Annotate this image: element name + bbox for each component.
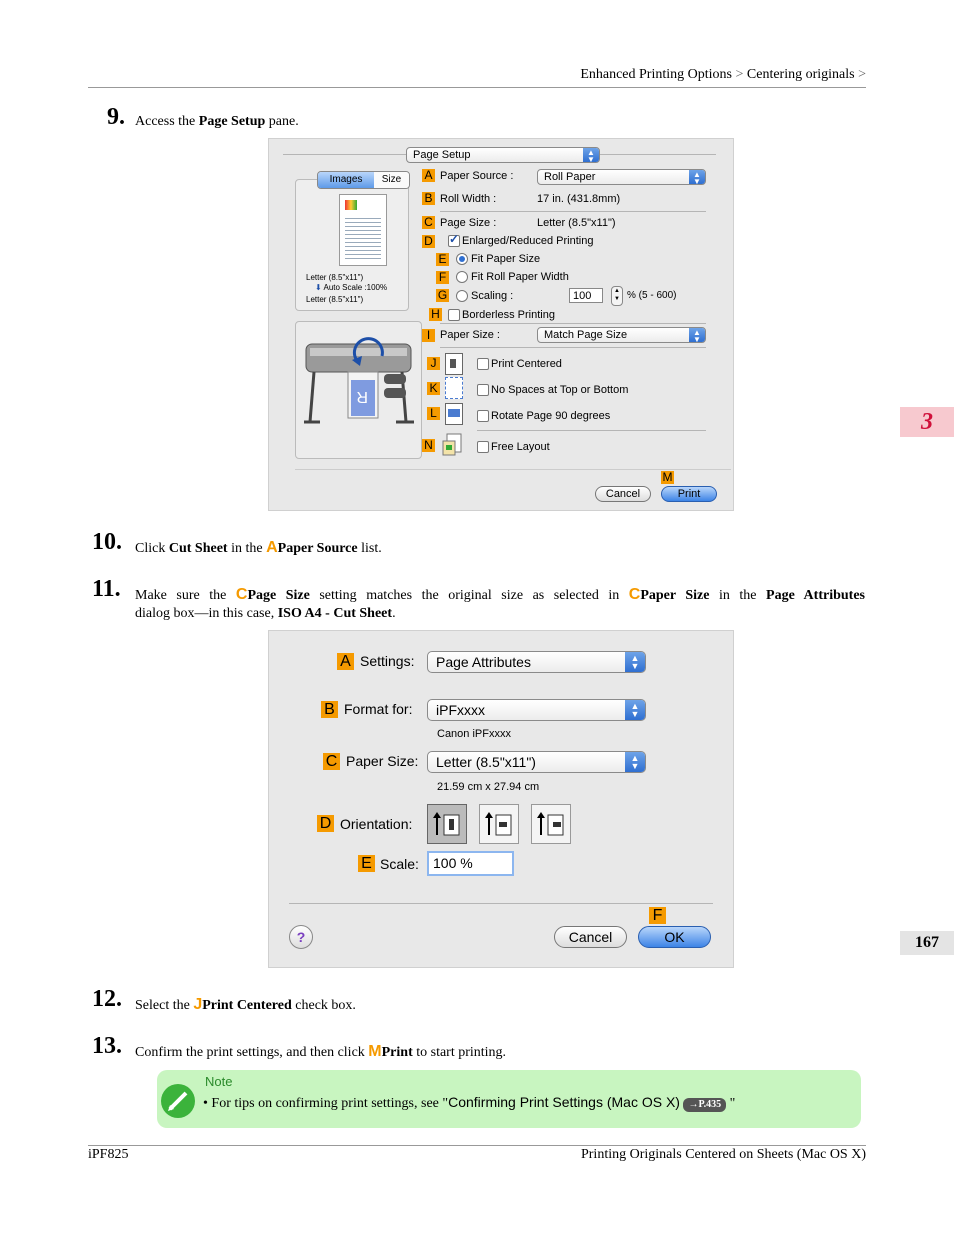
text: in the <box>709 588 767 603</box>
settings-label: Settings: <box>360 653 415 669</box>
rotate-page-label: Rotate Page 90 degrees <box>491 410 611 422</box>
paper-size-label: Paper Size : <box>440 329 500 341</box>
borderless-printing-label: Borderless Printing <box>462 309 555 321</box>
tab-size[interactable]: Size <box>374 172 409 188</box>
label-d: D <box>317 815 334 832</box>
format-for-sub: Canon iPFxxxx <box>437 728 511 740</box>
page-size-value: Letter (8.5"x11") <box>537 217 616 229</box>
format-for-popup[interactable]: iPFxxxx ▲ ▼ <box>427 699 646 721</box>
scaling-label: Scaling : <box>471 290 514 302</box>
text: For tips on confirming print settings, see " <box>211 1096 449 1111</box>
emphasis: Print Centered <box>202 998 292 1013</box>
label-g: G <box>437 288 448 302</box>
label-h: H <box>429 308 442 321</box>
label-b: B <box>422 192 435 205</box>
paper-size-popup[interactable]: Match Page Size ▲ ▼ <box>537 327 706 343</box>
step-text <box>135 1042 506 1062</box>
cancel-button[interactable]: Cancel <box>595 486 651 502</box>
label-letter: J <box>193 996 203 1013</box>
scale-input[interactable]: 100 % <box>427 851 514 876</box>
header-rule <box>88 87 866 88</box>
text: list. <box>357 541 382 556</box>
enlarged-reduced-label: Enlarged/Reduced Printing <box>462 235 594 247</box>
footer-rule <box>88 1145 866 1146</box>
page-reference-link[interactable]: →P.435 <box>683 1098 726 1112</box>
popup-arrows-icon: ▲ ▼ <box>625 700 645 720</box>
breadcrumb-item[interactable]: Enhanced Printing Options <box>580 67 732 82</box>
note-text <box>203 1094 735 1112</box>
popup-arrows-icon: ▲ ▼ <box>689 328 705 342</box>
text: Access the <box>135 114 199 129</box>
step-number: 12. <box>92 986 122 1012</box>
label-n: N <box>422 439 435 452</box>
fit-paper-size-label: Fit Paper Size <box>471 253 541 265</box>
label-letter: M <box>368 1043 382 1060</box>
svg-text:R: R <box>356 388 368 405</box>
fit-roll-paper-width-radio[interactable] <box>456 271 468 283</box>
footer-title: Printing Originals Centered on Sheets (Mac OS X) <box>580 1147 866 1162</box>
roll-width-label: Roll Width : <box>440 193 497 205</box>
format-for-label: Format for: <box>344 701 413 717</box>
text: to start printing. <box>412 1045 507 1060</box>
label-a: A <box>337 653 354 670</box>
chapter-tab[interactable]: 3 <box>900 407 954 437</box>
note-title: Note <box>205 1074 233 1089</box>
step-number: 13. <box>92 1033 122 1059</box>
popup-arrows-icon: ▲ ▼ <box>583 148 599 162</box>
paper-size-popup[interactable]: Letter (8.5"x11") ▲ ▼ <box>427 751 646 773</box>
emphasis: Page Setup <box>198 114 266 129</box>
orientation-label: Orientation: <box>340 816 413 832</box>
pane-popup[interactable]: Page Setup ▲ ▼ <box>406 147 600 163</box>
emphasis: Page Attributes <box>766 588 865 603</box>
text: in the <box>227 541 267 556</box>
fit-paper-size-radio[interactable] <box>456 253 468 265</box>
label-l: L <box>427 407 440 420</box>
no-spaces-label: No Spaces at Top or Bottom <box>491 384 629 396</box>
print-centered-icon <box>445 353 463 375</box>
label-b: B <box>321 701 338 718</box>
page-setup-screenshot <box>268 138 734 511</box>
scaling-radio[interactable] <box>456 290 468 302</box>
emphasis: Paper Size <box>640 588 710 603</box>
borderless-printing-checkbox[interactable] <box>448 309 460 321</box>
emphasis: Page Size <box>247 588 310 603</box>
scale-label: Scale: <box>380 856 419 872</box>
print-centered-label: Print Centered <box>491 358 562 370</box>
preview-caption: ⬇ Auto Scale :100% <box>315 283 388 292</box>
emphasis: Print <box>381 1045 413 1060</box>
preview-caption: Letter (8.5"x11") <box>306 295 364 304</box>
breadcrumb-item[interactable]: Centering originals <box>746 67 855 82</box>
label-a: A <box>422 169 435 182</box>
text: dialog box—in this case, <box>135 606 278 621</box>
label-letter: C <box>628 586 641 603</box>
emphasis: Cut Sheet <box>168 541 228 556</box>
cancel-button[interactable]: Cancel <box>554 926 627 948</box>
orientation-landscape-button[interactable] <box>479 804 519 844</box>
preview-caption: Letter (8.5"x11") <box>306 273 364 282</box>
scaling-stepper[interactable]: ▲ ▼ <box>611 286 623 306</box>
label-j: J <box>427 357 440 370</box>
no-spaces-icon <box>445 377 463 399</box>
help-button[interactable]: ? <box>289 925 313 949</box>
popup-arrows-icon: ▲ ▼ <box>625 752 645 772</box>
note-box <box>157 1070 861 1128</box>
label-f: F <box>436 271 449 284</box>
scaling-input[interactable]: 100 <box>569 288 603 303</box>
text: . <box>392 606 396 621</box>
text: " <box>726 1096 736 1111</box>
paper-size-label: Paper Size: <box>346 753 419 769</box>
tab-images[interactable]: Images <box>318 172 374 188</box>
enlarged-reduced-checkbox[interactable] <box>448 235 460 247</box>
roll-width-value: 17 in. (431.8mm) <box>537 193 621 205</box>
printer-panel <box>295 321 422 459</box>
reverse-landscape-icon <box>532 805 570 843</box>
text: Confirm the print settings, and then click <box>135 1045 369 1060</box>
text: Click <box>135 541 169 556</box>
printer-illustration-icon <box>296 322 421 458</box>
label-f: F <box>649 907 666 924</box>
free-layout-label: Free Layout <box>491 441 550 453</box>
rotate-page-icon <box>445 403 463 425</box>
settings-popup[interactable]: Page Attributes ▲ ▼ <box>427 651 646 673</box>
step-number: 10. <box>92 529 122 555</box>
label-letter: A <box>266 539 278 556</box>
paper-source-popup[interactable]: Roll Paper ▲ ▼ <box>537 169 706 185</box>
fit-roll-paper-width-label: Fit Roll Paper Width <box>471 271 569 283</box>
rotate-page-checkbox[interactable] <box>477 410 489 422</box>
label-letter: C <box>235 586 248 603</box>
breadcrumb <box>580 67 866 83</box>
text: check box. <box>291 998 356 1013</box>
label-d: D <box>422 235 435 248</box>
paper-size-sub: 21.59 cm x 27.94 cm <box>437 781 540 793</box>
arrow-down-icon: ⬇ <box>315 283 322 292</box>
note-link[interactable]: Confirming Print Settings (Mac OS X) <box>448 1094 680 1110</box>
page-attributes-screenshot <box>268 630 734 968</box>
free-layout-icon <box>441 433 463 457</box>
ok-button[interactable]: OK <box>638 926 711 948</box>
label-m: M <box>662 470 673 484</box>
image-thumbnail-icon <box>345 200 357 210</box>
step-text <box>135 995 356 1015</box>
text: Select the <box>135 998 194 1013</box>
scaling-range: % (5 - 600) <box>627 290 677 301</box>
emphasis: ISO A4 - Cut Sheet <box>277 606 393 621</box>
paper-source-label: Paper Source : <box>440 170 514 182</box>
text: setting matches the original size as selected in <box>309 588 629 603</box>
landscape-icon <box>480 805 518 843</box>
step-number: 9. <box>107 104 125 130</box>
text: pane. <box>265 114 299 129</box>
step-text <box>135 112 299 131</box>
page-number: 167 <box>900 931 954 955</box>
footer-model: iPF825 <box>88 1147 129 1162</box>
step-text <box>135 585 865 605</box>
step-number: 11. <box>92 576 121 602</box>
free-layout-checkbox[interactable] <box>477 441 489 453</box>
step-text <box>135 604 396 623</box>
orientation-reverse-landscape-button[interactable] <box>531 804 571 844</box>
page-preview <box>339 194 387 266</box>
text-lines <box>345 215 381 260</box>
preview-tabs <box>317 171 410 189</box>
label-e: E <box>436 253 449 266</box>
label-i: I <box>422 329 435 342</box>
popup-arrows-icon: ▲ ▼ <box>689 170 705 184</box>
label-c: C <box>422 216 435 229</box>
breadcrumb-separator: > <box>858 67 866 82</box>
orientation-portrait-button[interactable] <box>427 804 467 844</box>
label-k: K <box>427 382 440 395</box>
emphasis: Paper Source <box>277 541 358 556</box>
popup-arrows-icon: ▲ ▼ <box>625 652 645 672</box>
portrait-icon <box>428 805 466 843</box>
no-spaces-checkbox[interactable] <box>477 384 489 396</box>
pencil-icon <box>161 1084 195 1118</box>
breadcrumb-separator: > <box>735 67 744 82</box>
text: Make sure the <box>135 588 236 603</box>
label-c: C <box>323 753 340 770</box>
page-size-label: Page Size : <box>440 217 497 229</box>
label-e: E <box>358 855 375 872</box>
step-text <box>135 538 382 558</box>
print-button[interactable]: Print <box>661 486 717 502</box>
bullet: • <box>203 1096 208 1111</box>
print-centered-checkbox[interactable] <box>477 358 489 370</box>
